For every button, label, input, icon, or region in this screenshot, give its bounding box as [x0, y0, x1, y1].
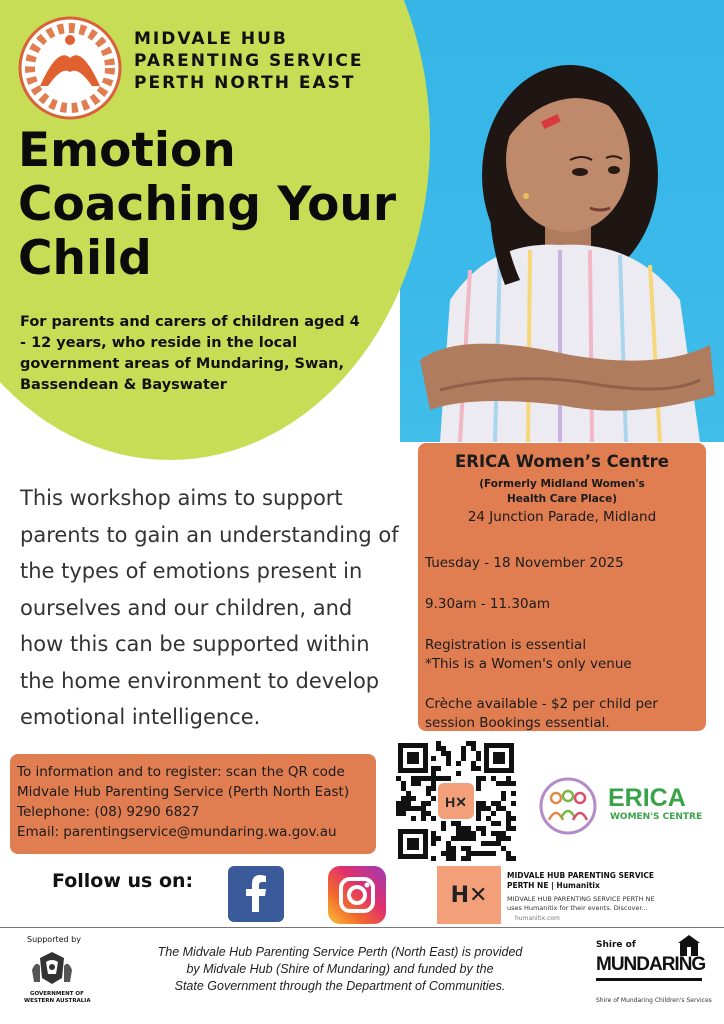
shire-big-label: MUNDARING — [596, 954, 706, 975]
title-line-2: Coaching Your — [18, 177, 397, 232]
registration-box — [10, 754, 376, 854]
humanitix-logo-text: H✕ — [450, 882, 488, 908]
brand-title — [134, 28, 364, 94]
page-title — [18, 124, 418, 286]
funding-statement — [120, 944, 560, 995]
shire-of-mundaring-logo — [596, 934, 706, 994]
brand-line-2: PARENTING SERVICE — [134, 51, 364, 71]
erica-logo-name: ERICA — [608, 784, 686, 812]
event-date: Tuesday - 18 November 2025 — [425, 555, 624, 571]
humanitix-title-2: PERTH NE | Humanitix — [507, 881, 600, 890]
registration-note: Registration is essential — [425, 637, 587, 653]
register-phone[interactable]: Telephone: (08) 9290 6827 — [17, 804, 200, 820]
event-time: 9.30am - 11.30am — [425, 596, 551, 612]
footer-divider — [0, 927, 724, 928]
humanitix-logo-icon — [437, 866, 501, 924]
gov-wa-label-1: GOVERNMENT OF — [30, 991, 84, 997]
register-email[interactable]: Email: parentingservice@mundaring.wa.gov.au — [17, 824, 337, 840]
funding-statement-line-1: The Midvale Hub Parenting Service Perth (North East) is provided — [157, 945, 523, 959]
supported-by-label: Supported by — [27, 935, 81, 944]
venue-former-name: (Formerly Midland Women's Health Care Place) — [479, 478, 645, 505]
shire-underline — [596, 978, 702, 981]
midvale-hub-logo — [18, 16, 122, 120]
humanitix-desc-2: uses Humanitix for their events. Discover... — [507, 904, 648, 912]
facebook-icon[interactable] — [228, 866, 284, 922]
hero-photo — [400, 0, 724, 442]
audience-text: For parents and carers of children aged 4 - 12 years, who reside in the local government areas of Mundaring, Swan, Bassendean & Bayswater — [20, 314, 360, 393]
funding-statement-line-3: State Government through the Department of Communities. — [174, 979, 506, 993]
humanitix-link-card[interactable] — [437, 866, 707, 924]
title-line-3: Child — [18, 231, 152, 286]
funding-statement-line-2: by Midvale Hub (Shire of Mundaring) and funded by the — [186, 962, 494, 976]
workshop-description: This workshop aims to support parents to gain an understanding of the types of emotions present in ourselves and our children, and how this can be supported within the home environment to develop emotional intelligence. — [20, 486, 399, 729]
women-only-note: *This is a Women's only venue — [425, 656, 632, 672]
wa-government-crest — [28, 948, 76, 988]
brand-line-3: PERTH NORTH EAST — [134, 73, 356, 93]
girl-photo-illustration — [400, 0, 724, 442]
gov-wa-label-2: WESTERN AUSTRALIA — [24, 998, 91, 1004]
title-line-1: Emotion — [18, 123, 236, 178]
register-line-1: To information and to register: scan the QR code — [17, 764, 345, 780]
shire-caption: Shire of Mundaring Children's Services — [596, 997, 712, 1004]
humanitix-url: humanitix.com — [515, 915, 560, 922]
follow-us-label: Follow us on: — [52, 870, 194, 892]
shire-building-icon — [676, 934, 702, 956]
erica-logo — [524, 770, 708, 840]
venue-info-box — [418, 443, 706, 731]
instagram-icon[interactable] — [328, 866, 386, 924]
registration-qr-code[interactable] — [396, 741, 516, 861]
humanitix-desc-1: MIDVALE HUB PARENTING SERVICE PERTH NE — [507, 895, 655, 903]
venue-address: 24 Junction Parade, Midland — [467, 509, 657, 525]
brand-line-1: MIDVALE HUB — [134, 29, 288, 49]
erica-people-icon — [538, 776, 598, 836]
shire-small-label: Shire of — [596, 940, 636, 950]
venue-name: ERICA Women’s Centre — [455, 452, 669, 471]
humanitix-title-1: MIDVALE HUB PARENTING SERVICE — [507, 871, 655, 880]
erica-logo-sub: WOMEN'S CENTRE — [610, 812, 703, 822]
register-line-2: Midvale Hub Parenting Service (Perth North East) — [17, 784, 350, 800]
svg-text:H✕: H✕ — [445, 794, 467, 810]
creche-note: Crèche available - $2 per child per session Bookings essential. — [425, 696, 658, 731]
